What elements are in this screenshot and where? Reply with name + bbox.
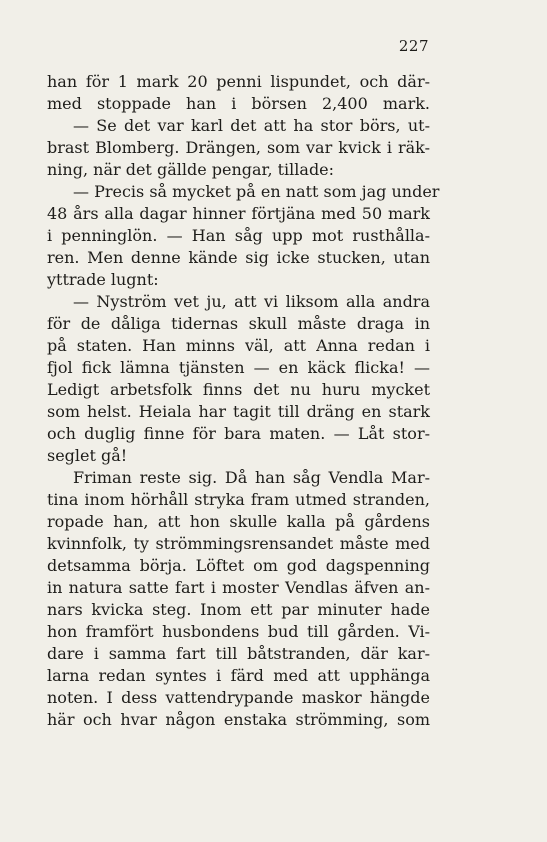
- text-line: yttrade lugnt:: [47, 270, 159, 289]
- text-line: fjol fick lämna tjänsten — en käck flicka! —: [47, 358, 430, 377]
- text-line: med stoppade han i börsen 2,400 mark.: [47, 94, 430, 113]
- text-line: — Se det var karl det att ha stor börs, ut-: [73, 116, 430, 135]
- text-line: — Precis så mycket på en natt som jag under: [73, 182, 440, 201]
- text-line: 48 års alla dagar hinner förtjäna med 50 mark: [47, 204, 430, 223]
- text-line: seglet gå!: [47, 446, 128, 465]
- text-line: som helst. Heiala har tagit till dräng en stark: [47, 402, 430, 421]
- text-line: han för 1 mark 20 penni lispundet, och där-: [47, 72, 430, 91]
- text-line: brast Blomberg. Drängen, som var kvick i räk-: [47, 138, 430, 157]
- text-line: här och hvar någon enstaka strömming, som: [47, 710, 430, 729]
- page-number: 227: [398, 37, 429, 55]
- text-line: ren. Men denne kände sig icke stucken, utan: [47, 248, 430, 267]
- text-line: på staten. Han minns väl, att Anna redan i: [47, 336, 430, 355]
- text-line: för de dåliga tidernas skull måste draga in: [47, 314, 430, 333]
- text-line: detsamma börja. Löftet om god dagspenning: [47, 556, 430, 575]
- text-line: noten. I dess vattendrypande maskor hängde: [47, 688, 430, 707]
- text-line: och duglig finne för bara maten. — Låt stor-: [47, 424, 430, 443]
- text-line: kvinnfolk, ty strömmingsrensandet måste med: [47, 534, 430, 553]
- text-line: nars kvicka steg. Inom ett par minuter hade: [47, 600, 430, 619]
- text-line: Friman reste sig. Då han såg Vendla Mar-: [73, 468, 430, 487]
- text-line: dare i samma fart till båtstranden, där kar-: [47, 644, 430, 663]
- text-line: hon framfört husbondens bud till gården. Vi-: [47, 622, 430, 641]
- text-line: in natura satte fart i moster Vendlas äfven an-: [47, 578, 430, 597]
- text-line: i penninglön. — Han såg upp mot rusthålla-: [47, 226, 430, 245]
- text-line: ning, när det gällde pengar, tillade:: [47, 160, 335, 179]
- text-line: ropade han, att hon skulle kalla på gårdens: [47, 512, 430, 531]
- text-line: larna redan syntes i färd med att upphänga: [47, 666, 430, 685]
- text-line: Ledigt arbetsfolk finns det nu huru mycket: [47, 380, 430, 399]
- text-line: tina inom hörhåll stryka fram utmed stranden,: [47, 490, 430, 509]
- text-line: — Nyström vet ju, att vi liksom alla andra: [73, 292, 430, 311]
- body-text: [47, 71, 440, 731]
